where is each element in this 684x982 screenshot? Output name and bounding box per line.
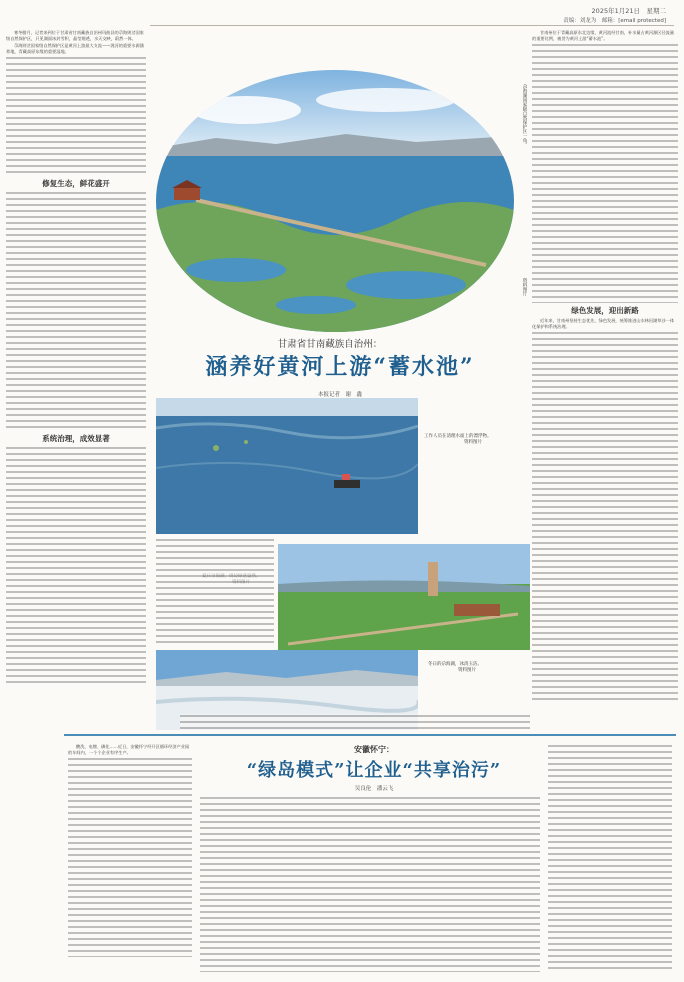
photo-summer [278,544,530,650]
section-heading-1: 修复生态，鲜花盛开 [42,179,110,188]
photo-boat-caption [424,434,528,446]
main-photo [156,70,514,332]
bottom-headline: “绿岛模式”让企业“共享治污” [246,760,502,781]
main-photo-credit: 资料图片 [522,278,527,296]
text-block [532,43,678,303]
text-block [68,757,192,957]
text-block [532,331,678,701]
bottom-lead: 酸洗、电镀、磷化……近日，安徽怀宁经开区循环经济产业园的车间内，一个个企业有序生产。 [68,744,190,755]
text-block [6,446,146,686]
boat-photo [156,398,418,534]
text-block [6,56,146,176]
main-photo-caption: 尕海湖国家级自然保护区一角。 [522,84,527,147]
body-paragraph: 近年来，甘南州坚持生态优先、绿色发展，统筹推进山水林田湖草沙一体化保护和系统治理。 [532,318,675,329]
photo-winter-caption [428,662,528,674]
photo-winter-caption-text: 冬日的尕海湖，冰清玉洁。 [428,662,482,667]
text-block [180,714,530,732]
issue-date: 2025年1月21日 星期二 [591,7,666,15]
article-byline: 本报记者 谢 鑫 [317,392,362,398]
bottom-col-3 [548,744,672,974]
photo-boat-credit: 资料图片 [464,440,482,445]
photo-winter-credit: 资料图片 [458,668,476,673]
editor-info: 责编：刘龙为 邮箱：[email protected] [563,18,666,24]
photo-boat [156,398,418,534]
bottom-col-2 [200,796,540,974]
lead-paragraph: 寒冬腊月，记者来到位于甘肃省甘南藏族自治州玛曲县的尕海则岔国家级自然保护区，只见湖面冰封雪积，晶莹剔透，水天交映，蔚然一体。 [6,30,144,41]
article-kicker: 甘肃省甘南藏族自治州： [277,339,383,350]
text-block [156,538,274,644]
bottom-article [64,734,676,978]
bottom-body-text [180,714,530,732]
bottom-kicker: 安徽怀宁： [354,745,394,754]
left-column [6,30,146,730]
summer-photo [278,544,530,650]
lake-photo [156,70,514,332]
section-heading-3: 绿色发展，迎出新路 [571,306,639,315]
bottom-byline: 吴良伦 潘云飞 [354,786,394,792]
page-header [150,4,674,26]
text-block [200,796,540,972]
body-paragraph: 尕海则岔国家级自然保护区是黄河上游最大支流——洮河的重要水源涵养地，青藏高原东缘的重要湿地。 [6,43,144,54]
article-headline: 涵养好黄河上游“蓄水池” [205,354,475,380]
bottom-col-1 [68,744,192,974]
text-block [6,191,146,431]
middle-left-column [156,538,274,646]
text-block [548,744,672,972]
section-heading-2: 系统治理，成效显著 [42,434,110,443]
right-column [532,30,678,730]
body-paragraph: 甘南州位于青藏高原东北边缘，黄河流经甘南，补水量占黄河源区径流量的重要比例，被誉为黄河上游“蓄水池”。 [532,30,675,41]
photo-boat-caption-text: 工作人员在清理水面上的漂浮物。 [424,434,492,439]
